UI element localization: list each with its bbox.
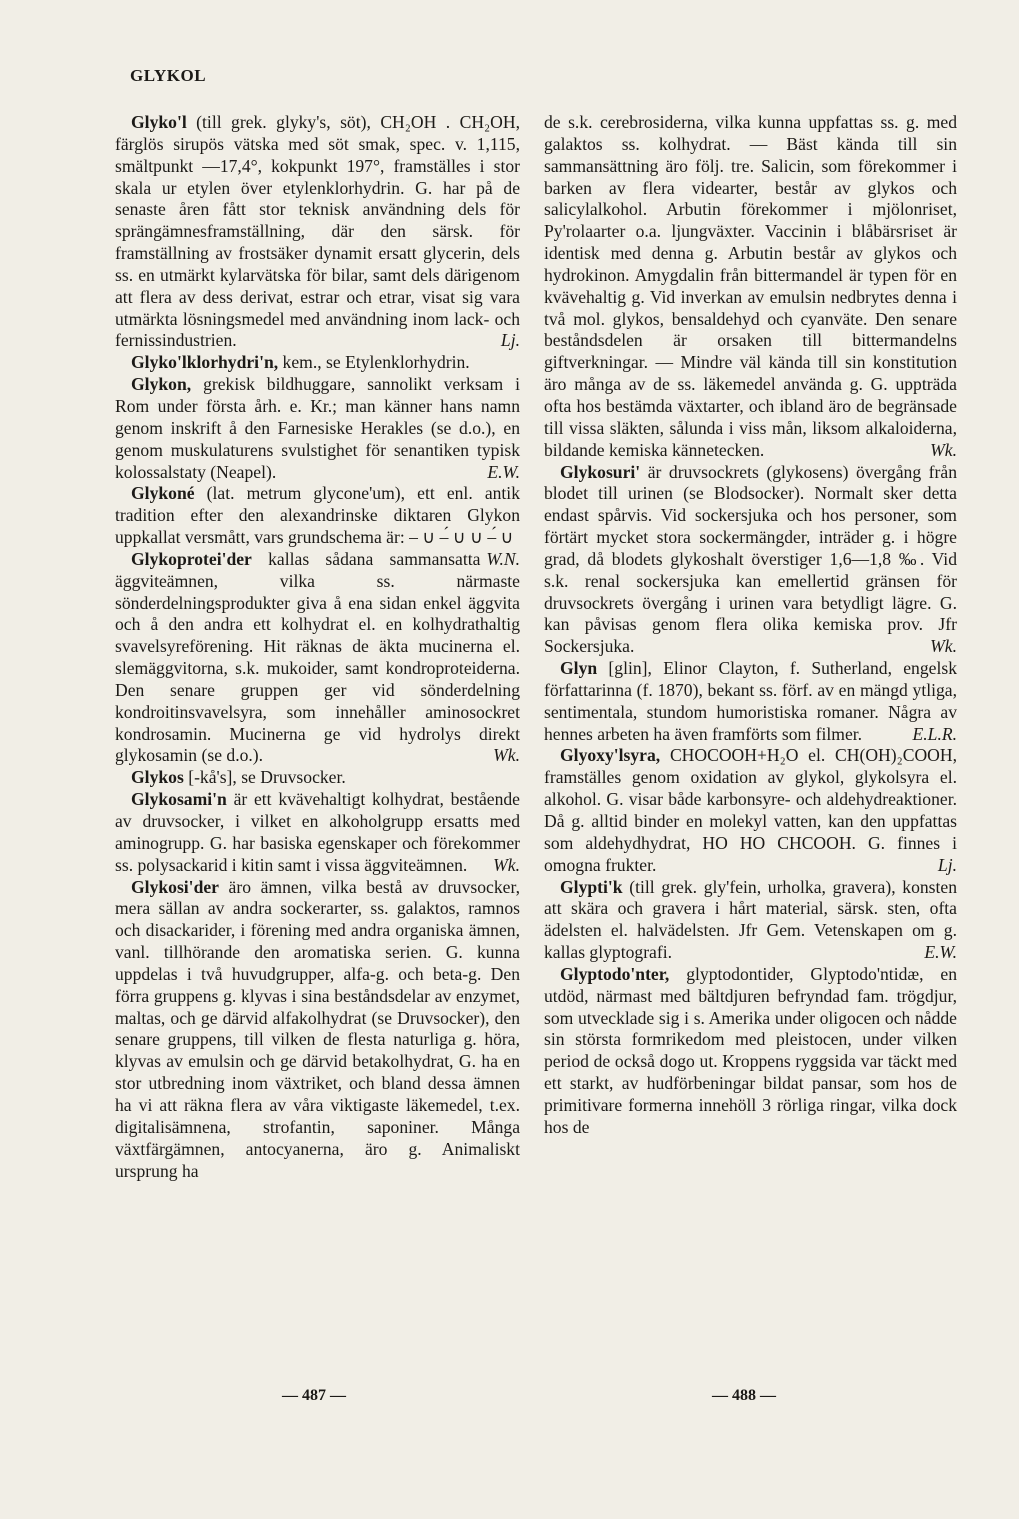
entry-glyn: [544, 658, 957, 745]
headword: Glykon,: [131, 374, 192, 395]
entry-glykosider: [115, 877, 520, 1183]
entry-glykosamin: [115, 789, 520, 876]
entry-text: (till grek. gly'fein, urholka, gravera), konsten att skära och gravera i hårt material, särsk. sten, ofta ädelsten el. halvädelsten. Jfr Gem. Vetenskapen om g. kallas glyptografi.: [544, 876, 957, 963]
headword: Glykoné: [131, 483, 195, 504]
author-signature: E.W.: [487, 461, 520, 482]
headword: Glypti'k: [560, 876, 623, 897]
author-signature: E.L.R.: [912, 723, 957, 744]
entry-glykos: [115, 767, 520, 789]
headword: Glyptodo'nter,: [560, 963, 670, 984]
entry-text: kem., se Etylenklorhydrin.: [278, 352, 470, 373]
left-column: [115, 112, 520, 1182]
entry-text: [-kå's], se Druvsocker.: [183, 767, 346, 788]
headword: Glyoxy'lsyra,: [560, 745, 661, 766]
entry-text: [glin], Elinor Clayton, f. Sutherland, engelsk författarinna (f. 1870), bekant ss. förf. av en mängd ytliga, sentimentala, stundom humoristiska romaner. Några av hennes arbeten ha även framförts som filmer.: [544, 658, 957, 744]
author-signature: E.W.: [924, 942, 957, 963]
author-signature: Wk.: [493, 854, 520, 875]
headword: Glykosuri': [560, 461, 641, 482]
headword: Glykos: [131, 767, 184, 788]
entry-glykolklorhydrin: [115, 352, 520, 374]
author-signature: W.N.: [486, 548, 520, 569]
entry-text: de s.k. cerebrosiderna, vilka kunna uppfattas ss. g. med galaktos ss. kolhydrat. — Bäst kända till sin sammansättning äro följ. tre. Salicin, som förekommer i barken av flera videarter, består av glykos och salicylalkohol. Arbutin förekommer i mjölonriset, Py'rolaarter o.a. ljungväxter. Vaccinin i blåbärsriset är identisk med denna g. Arbutin består av glykos och hydrokinon. Amygdalin från bittermandel är typen för en kvävehaltig g. Vid inverkan av emulsin nedbrytes denna i två mol. glykos, bensaldehyd och cyanväte. Den senare beståndsdelen är orsaken till bittermandelns giftverkningar. — Mindre väl kända till sin konstitution äro många av de ss. läkemedel använda g. G. uppträda ofta hos bestämda växtarter, och ibland äro de begränsade till vissa släkten, sålunda i viss mån, liksom alkaloiderna, bildande kemiska kännetecken.: [544, 112, 957, 460]
author-signature: Wk.: [930, 636, 957, 657]
author-signature: Lj.: [937, 854, 957, 875]
running-head: GLYKOL: [130, 66, 207, 85]
right-column: [544, 112, 957, 1139]
entry-glykol: [115, 112, 520, 352]
entry-glykoproteider: [115, 549, 520, 767]
headword: Glykosi'der: [131, 876, 219, 897]
headword: Glyko'lklorhydri'n,: [131, 352, 279, 373]
headword: Glyko'l: [131, 112, 187, 132]
entry-text: äro ämnen, vilka bestå av druvsocker, mera sällan av andra sockerarter, ss. galaktos, ramnos och disackarider, i förening med andra organiska ämnen, vanl. tillhörande den aromatiska serien. G. kunna uppdelas i två huvudgrupper, alfa-g. och beta-g. Den förra gruppens g. klyvas i sina beståndsdelar av enzymet, maltas, och ge därvid alfakolhydrat (se Druvsocker), den senare gruppens, till vilken de flesta naturliga g. höra, klyvas av emulsin och ge därvid betakolhydrat, G. ha en stor utbredning inom växtriket, och bland dessa ämnen ha vi att räkna flera av våra viktigaste läkemedel, t.ex. digitalisämnena, strofantin, saponiner. Många växtfärgämnen, antocyanerna, äro g. Animaliskt ursprung ha: [115, 876, 520, 1181]
entry-text: (till grek. glyky's, söt), CH₂OH . CH₂OH, färglös sirupös vätska med söt smak, spec. v. 1,115, smältpunkt —17,4°, kokpunkt 197°, framställes i stor skala ur etylen över etylenklorhydrin. G. har på de senaste åren fått stor teknisk användning dels för sprängämnesframställning, där den särsk. för framställning av frostsäker dynamit ersatt glycerin, dels ss. en utmärkt kylarvätska för bilar, samt dels därigenom att flera av dess derivat, estrar och etrar, visat sig vara utmärkta lösningsmedel med användning inom lack- och fernissindustrien.: [115, 112, 520, 351]
page-number-left: — 487 —: [282, 1387, 346, 1404]
entry-glykon: [115, 374, 520, 483]
headword: Glykosami'n: [131, 789, 227, 810]
entry-glyptik: [544, 877, 957, 964]
headword: Glyn: [560, 658, 598, 679]
entry-glykosuri: [544, 462, 957, 659]
entry-glykosider-continued: [544, 112, 957, 462]
entry-text: är ett kvävehaltigt kolhydrat, bestående av druvsocker, i vilket en alkoholgrupp ersatts med aminogrupp. G. har basiska egenskaper och förekommer ss. polysackarid i kitin samt i vissa äggviteämnen.: [115, 789, 520, 875]
headword: Glykoprotei'der: [131, 548, 252, 569]
entry-glyptodonter: [544, 964, 957, 1139]
entry-text: glyptodontider, Glyptodo'ntidæ, en utdöd, närmast med bältdjuren befryndad fam. trögdjur, som utvecklade sig i s. Amerika under oligocen och nådde sin största formrikedom med pleistocen, under vilken period de också dogo ut. Kroppens ryggsida var täckt med ett starkt, av hudförbeningar bildat pansar, som hos de primitivare formerna innehöll 3 rörliga ringar, vilka dock hos de: [544, 963, 957, 1137]
author-signature: Wk.: [930, 439, 957, 460]
entry-glyoxylsyra: [544, 745, 957, 876]
entry-text: CHOCOOH+H₂O el. CH(OH)₂COOH, framställes genom oxidation av glykol, glykolsyra el. alkohol. G. visar både karbonsyre- och aldehydreaktioner. Då g. alltid binder en molekyl vatten, kan den uppfattas som aldehydhydrat, HO HO CHCOOH. G. finnes i omogna frukter.: [544, 745, 957, 875]
page-number-right: — 488 —: [712, 1387, 776, 1404]
author-signature: Lj.: [500, 330, 520, 351]
entry-text: grekisk bildhuggare, sannolikt verksam i Rom under första årh. e. Kr.; man känner hans namn genom inskrift å den Farnesiske Herakles (se d.o.), en genom muskulaturens svulstighet för senantiken typisk kolossalstaty (Neapel).: [115, 374, 520, 482]
entry-text: kallas sådana sammansatta äggviteämnen, vilka ss. närmaste sönderdelningsprodukter giva å ena sidan enkel äggvita och å den andra ett kolhydrat el. en kolhydrathaltig svavelsyreförening. Hit räknas de äkta mucinerna el. slemäggvitorna, s.k. mukoider, samt kondroproteiderna. Den senare gruppen ger vid sönderdelning kondroitinsvavelsyra, som innehåller aminosockret kondrosamin. Mucinerna ge vid hydrolys direkt glykosamin (se d.o.).: [115, 548, 520, 766]
entry-text: är druvsockrets (glykosens) övergång från blodet till urinen (se Blodsocker). Normalt sker detta endast spårvis. Vid sockersjuka och hos personer, som förtärt mycket stora sockermängder, inträder g. i högre grad, då blodets glykoshalt överstiger 1,6—1,8 ‰. Vid s.k. renal sockersjuka kan emellertid gränsen för druvsockrets övergång i urinen vara betydligt lägre. G. kan påvisas genom flera olika kemiska prov. Jfr Sockersjuka.: [544, 461, 957, 657]
author-signature: Wk.: [493, 745, 520, 766]
entry-text: (lat. metrum glycone'um), ett enl. antik tradition efter den alexandrinske diktaren Glykon uppkallat versmått, vars grundschema är: – ∪ –́ ∪ ∪ –́ ∪: [115, 483, 520, 548]
